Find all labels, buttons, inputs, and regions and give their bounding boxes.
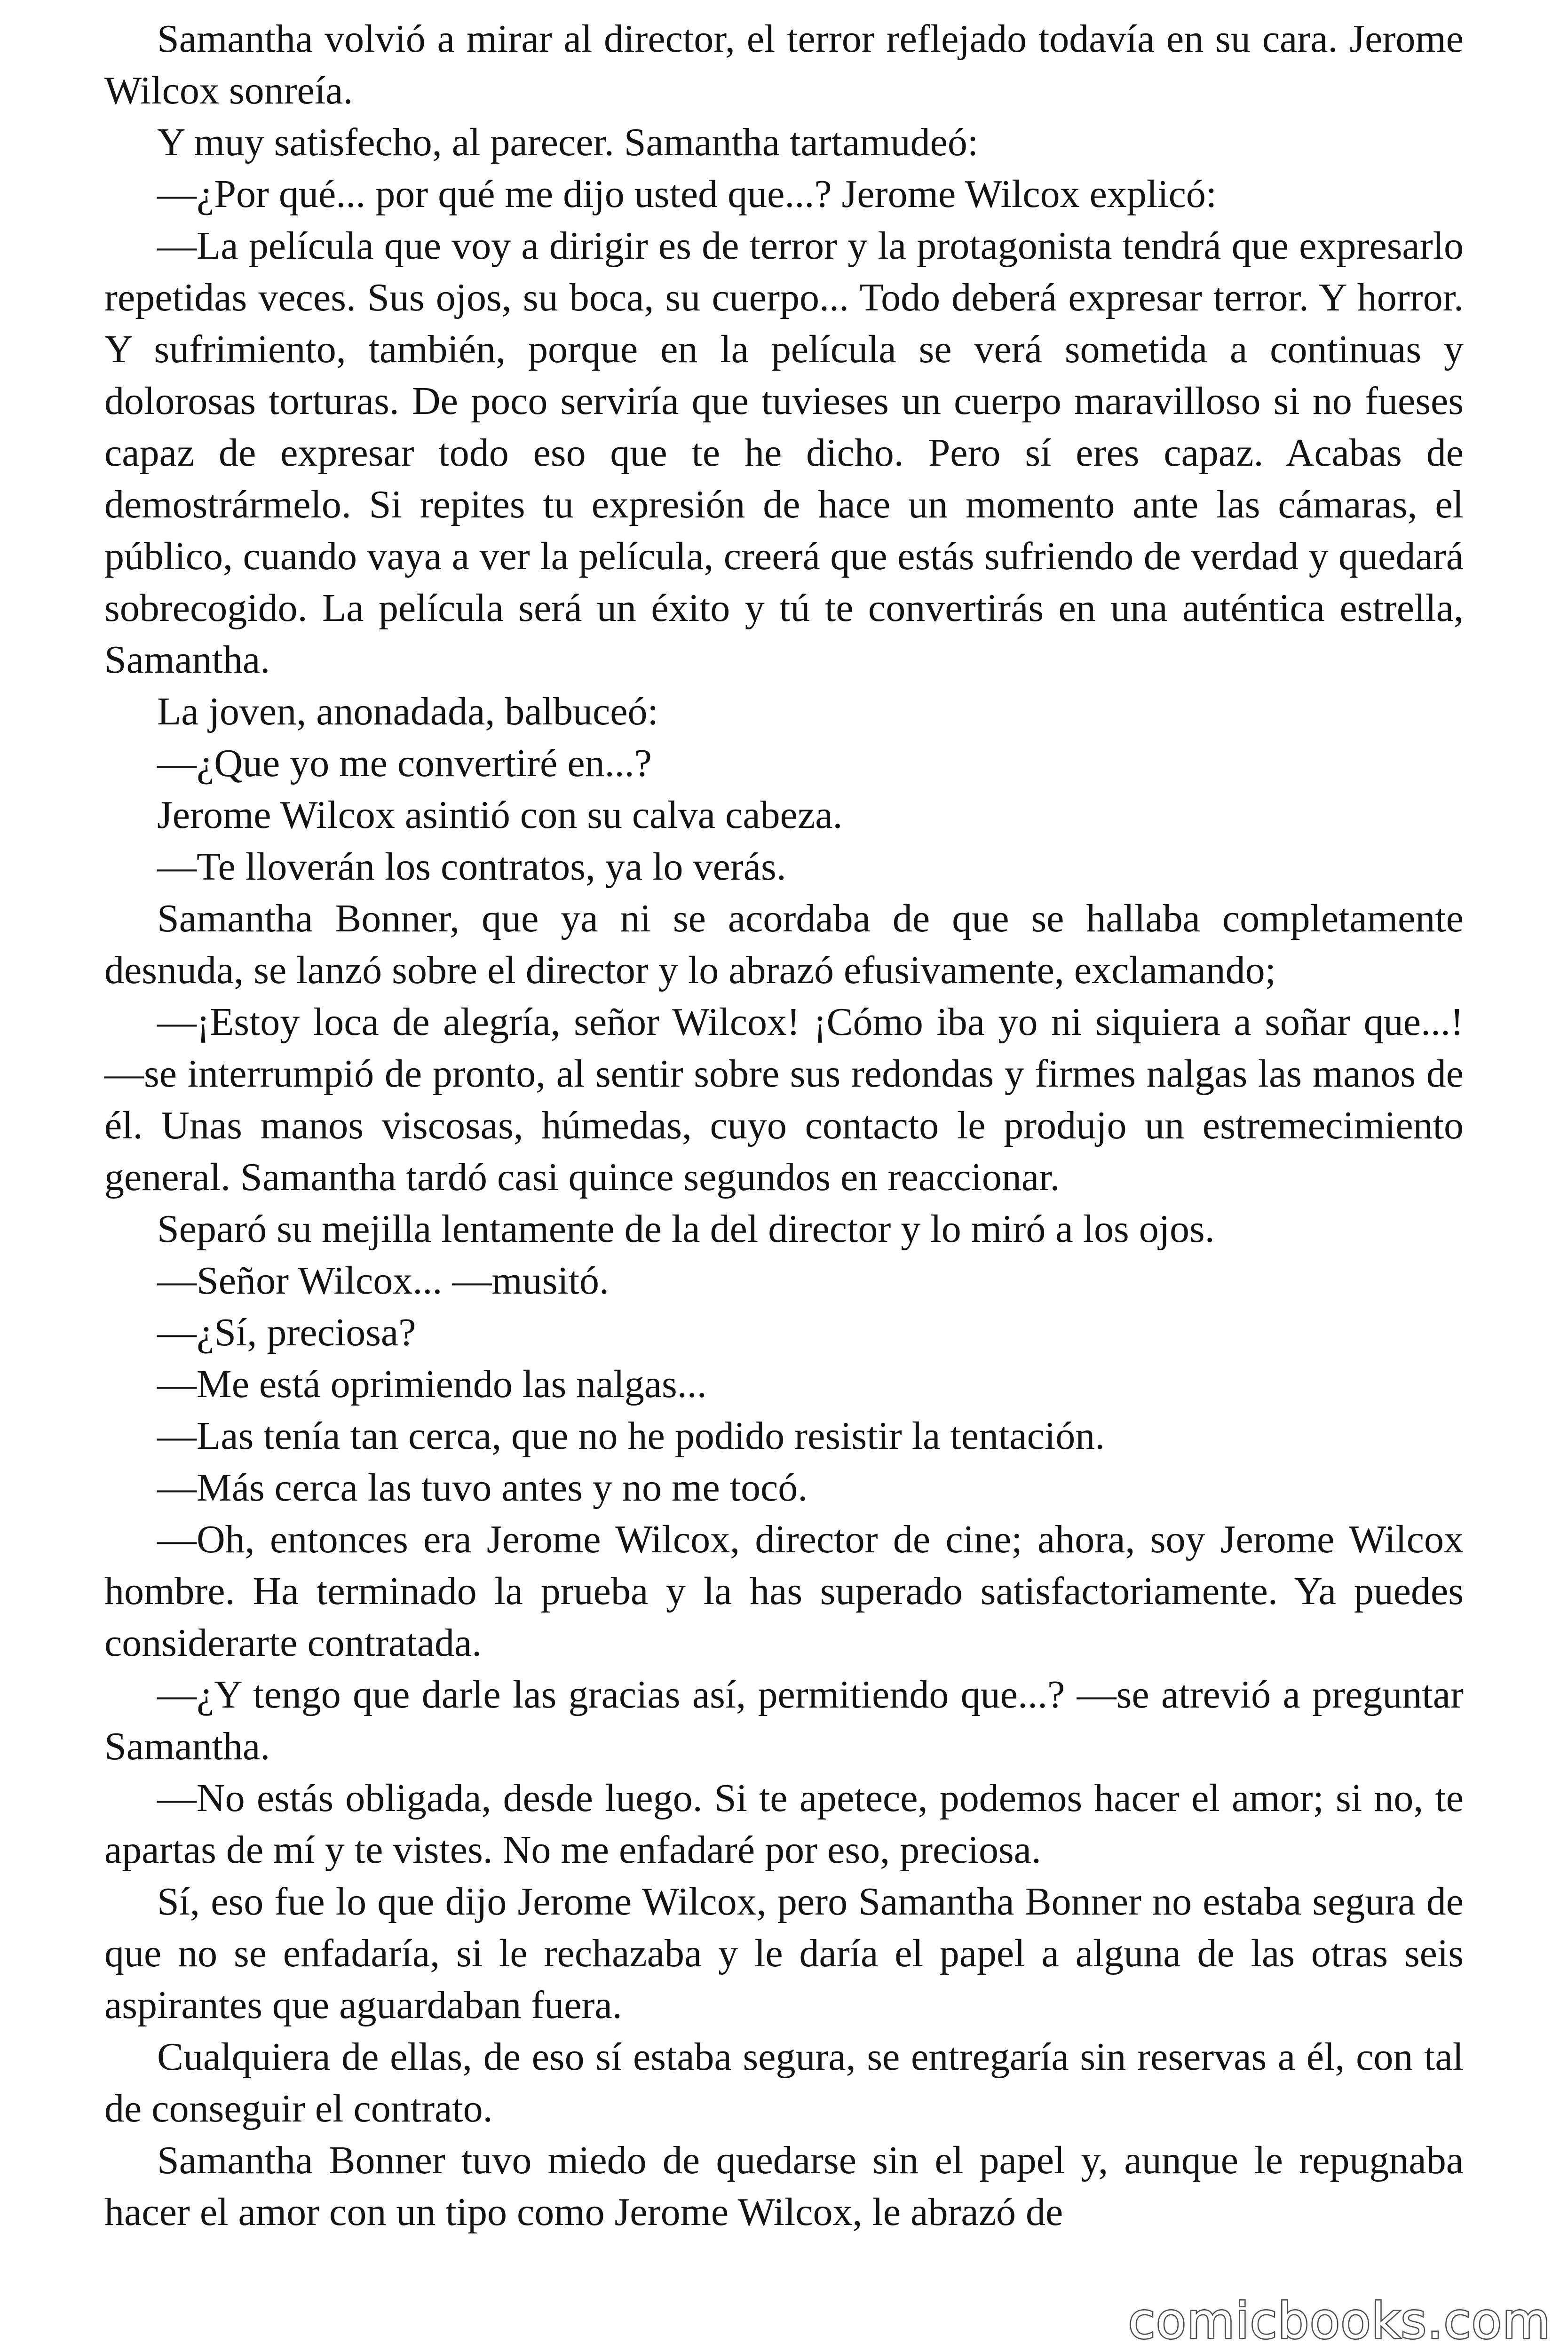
paragraph: Jerome Wilcox asintió con su calva cabeza.: [157, 793, 843, 837]
paragraph: —Me está oprimiendo las nalgas...: [157, 1362, 707, 1406]
paragraph: —Más cerca las tuvo antes y no me tocó.: [157, 1466, 808, 1510]
paragraph: —¿Sí, preciosa?: [157, 1311, 416, 1354]
watermark: comicbooks.com: [1128, 2292, 1551, 2350]
paragraph: Samantha volvió a mirar al director, el terror reflejado todavía en su cara. Jerome Wilcox sonreía.: [104, 17, 1464, 112]
paragraph: —¡Estoy loca de alegría, señor Wilcox! ¡Cómo iba yo ni siquiera a soñar que...! —se interrumpió de pronto, al sentir sobre sus redondas y firmes nalgas las manos de él. Unas manos viscosas, húmedas, cuyo contacto le produjo un estremecimiento general. Samantha tardó casi quince segundos en reaccionar.: [104, 1000, 1464, 1199]
paragraph: —Te lloverán los contratos, ya lo verás.: [157, 845, 786, 889]
paragraph: —Señor Wilcox... —musitó.: [157, 1259, 610, 1303]
paragraph: —¿Que yo me convertiré en...?: [157, 741, 652, 785]
paragraph: —La película que voy a dirigir es de terror y la protagonista tendrá que expresarlo repetidas veces. Sus ojos, su boca, su cuerpo... Todo deberá expresar terror. Y horror. Y sufrimiento, también, porque en la película se verá sometida a continuas y dolorosas torturas. De poco serviría que tuvieses un cuerpo maravilloso si no fueses capaz de expresar todo eso que te he dicho. Pero sí eres capaz. Acabas de demostrármelo. Si repites tu expresión de hace un momento ante las cámaras, el público, cuando vaya a ver la película, creerá que estás sufriendo de verdad y quedará sobrecogido. La película será un éxito y tú te convertirás en una auténtica estrella, Samantha.: [104, 224, 1464, 682]
paragraph: Y muy satisfecho, al parecer. Samantha tartamudeó:: [157, 120, 979, 164]
paragraph: —Oh, entonces era Jerome Wilcox, director de cine; ahora, soy Jerome Wilcox hombre. Ha terminado la prueba y la has superado satisfactoriamente. Ya puedes considerarte contratada.: [104, 1518, 1464, 1665]
paragraph: —¿Y tengo que darle las gracias así, permitiendo que...? —se atrevió a preguntar Samantha.: [104, 1673, 1464, 1768]
paragraph: Samantha Bonner tuvo miedo de quedarse sin el papel y, aunque le repugnaba hacer el amor con un tipo como Jerome Wilcox, le abrazó de: [104, 2138, 1464, 2234]
paragraph: Sí, eso fue lo que dijo Jerome Wilcox, pero Samantha Bonner no estaba segura de que no se enfadaría, si le rechazaba y le daría el papel a alguna de las otras seis aspirantes que aguardaban fuera.: [104, 1880, 1464, 2027]
paragraph: Separó su mejilla lentamente de la del director y lo miró a los ojos.: [157, 1207, 1215, 1251]
paragraph: —Las tenía tan cerca, que no he podido resistir la tentación.: [157, 1414, 1105, 1458]
paragraph: —¿Por qué... por qué me dijo usted que...? Jerome Wilcox explicó:: [157, 172, 1217, 216]
paragraph: La joven, anonadada, balbuceó:: [157, 690, 658, 733]
paragraph: Samantha Bonner, que ya ni se acordaba de que se hallaba completamente desnuda, se lanzó sobre el director y lo abrazó efusivamente, exclamando;: [104, 897, 1464, 992]
body-text: [104, 13, 1464, 2238]
paragraph: —No estás obligada, desde luego. Si te apetece, podemos hacer el amor; si no, te apartas de mí y te vistes. No me enfadaré por eso, preciosa.: [104, 1776, 1464, 1872]
paragraph: Cualquiera de ellas, de eso sí estaba segura, se entregaría sin reservas a él, con tal de conseguir el contrato.: [104, 2035, 1464, 2130]
